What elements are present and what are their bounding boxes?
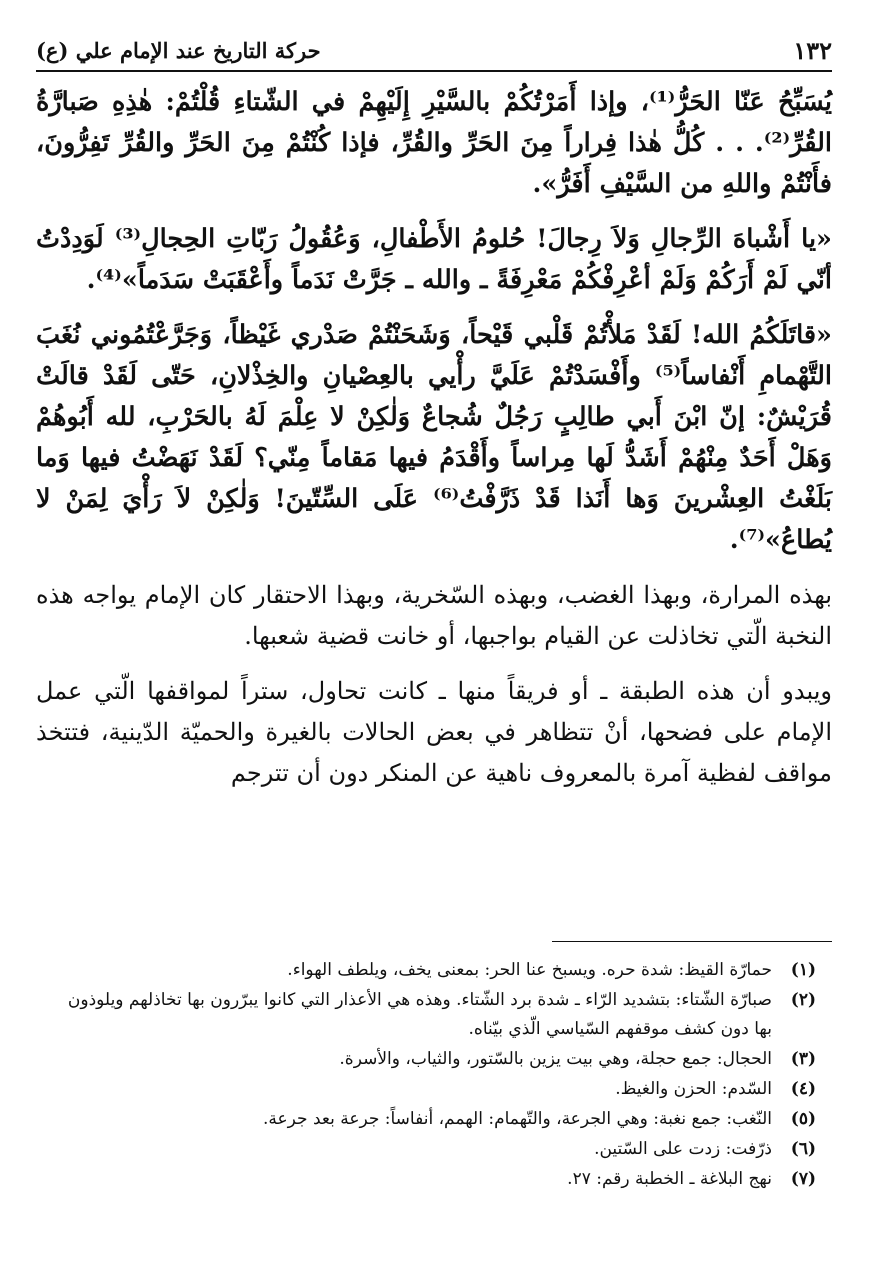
running-title: حركة التاريخ عند الإمام علي (ع) [36,37,321,63]
quote-paragraph-2: «يا أَشْباهَ الرِّجالِ وَلاَ رِجالَ! حُلومُ الأَطْفالِ، وَعُقُولُ رَبّاتِ الحِجالِ⁽³⁾ لَوَدِدْتُ أنّي لَمْ أَرَكُمْ وَلَمْ أعْرِفْكُمْ مَعْرِفَةً ـ والله ـ جَرَّتْ نَدَماً وأَعْقَبَتْ سَدَماً»⁽⁴⁾. [36,224,832,295]
footnote-text: حمارّة القيظ: شدة حره. ويسبخ عنا الحر: بمعنى يخف، ويلطف الهواء. [287,960,772,980]
footnote-separator [552,941,832,942]
footnote-item [56,1075,816,1104]
footnote-text: الحجال: جمع حجلة، وهي بيت يزين بالسّتور، والثياب، والأسرة. [339,1049,772,1069]
page-body [36,82,832,808]
footnote-text: السّدم: الحزن والغيظ. [615,1079,772,1099]
footnote-text: النّغب: جمع نغبة: وهي الجرعة، والتّهمام: الهمم، أنفاساً: جرعة بعد جرعة. [263,1109,772,1129]
prose-paragraph-2: ويبدو أن هذه الطبقة ـ أو فريقاً منها ـ كانت تحاول، ستراً لمواقفها الّتي عمل الإمام على فضحها، أنْ تتظاهر في بعض الحالات بالغيرة والحميّة الدّينية، فتتخذ مواقف لفظية آمرة بالمعروف ناهية عن المنكر دون أن تترجم [36,677,832,787]
footnote-item [56,1105,816,1134]
footnote-number: (٧) [790,1169,816,1189]
footnote-text: صبارّة الشّتاء: بتشديد الرّاء ـ شدة برد الشّتاء. وهذه هي الأعذار التي كانوا يبرّرون بها تخاذلهم ويلوذون بها دون كشف موقفهم السّياسي الّذي بيّناه. [67,990,772,1039]
footnote-number: (٤) [790,1079,816,1099]
footnote-text: نهج البلاغة ـ الخطبة رقم: ٢٧. [567,1169,772,1189]
footnotes [56,956,816,1195]
quote-paragraph-3: «قاتَلَكُمُ الله! لَقَدْ مَلأْتُمْ قَلْبي قَيْحاً، وَشَحَنْتُمْ صَدْري غَيْظاً، وَجَرَّعْتُمُوني نُغَبَ التَّهْمامِ أَنْفاساً⁽⁵⁾ وأَفْسَدْتُمْ عَلَيَّ رأْيي بالعِصْيانِ والخِذْلانِ، حَتّى لَقَدْ قالَتْ قُرَيْشٌ: إنّ ابْنَ أَبي طالِبٍ رَجُلٌ شُجاعٌ وَلٰكِنْ لا عِلْمَ لَهُ بالحَرْبِ، لله أَبُوهُمْ وَهَلْ أَحَدٌ مِنْهُمْ أَشَدُّ لَها مِراساً وأَقْدَمُ فيها مَقاماً مِنّي؟ لَقَدْ نَهَضْتُ فيها وَما بَلَغْتُ العِشْرينَ وَها أَنَذا قَدْ ذَرَّفْتُ⁽⁶⁾ عَلَى السِّتّينَ! وَلٰكِنْ لاَ رَأْيَ لِمَنْ لا يُطاعُ»⁽⁷⁾. [36,320,833,555]
footnote-number: (٦) [790,1139,816,1159]
footnote-item [56,1165,816,1194]
page-header [36,30,832,72]
footnote-item [56,956,816,985]
footnote-number: (١) [790,960,816,980]
footnote-number: (٣) [790,1049,816,1069]
footnote-number: (٥) [790,1109,816,1129]
footnote-item [56,1135,816,1164]
footnote-text: ذرّفت: زدت على السّتين. [594,1139,772,1159]
footnote-number: (٢) [790,990,816,1010]
prose-paragraph-1: بهذه المرارة، وبهذا الغضب، وبهذه السّخرية، وبهذا الاحتقار كان الإمام يواجه هذه النخبة الّتي تخاذلت عن القيام بواجبها، أو خانت قضية شعبها. [36,581,832,650]
footnote-item [56,1045,816,1074]
footnote-item [56,986,816,1044]
quote-paragraph-1: يُسَبِّحُ عَنّا الحَرُّ⁽¹⁾، وإذا أَمَرْتُكُمْ بالسَّيْرِ إِلَيْهِمْ في الشّتاءِ قُلْتُمْ: هٰذِهِ صَبارَّةُ القُرِّ⁽²⁾. . . كُلُّ هٰذا فِراراً مِنَ الحَرِّ والقُرِّ، فإذا كُنْتُمْ مِنَ الحَرِّ والقُرِّ تَفِرُّونَ، فأَنْتُمْ واللهِ من السَّيْفِ أَفَرُّ». [36,87,832,199]
page-number: ١٣٢ [793,35,832,65]
